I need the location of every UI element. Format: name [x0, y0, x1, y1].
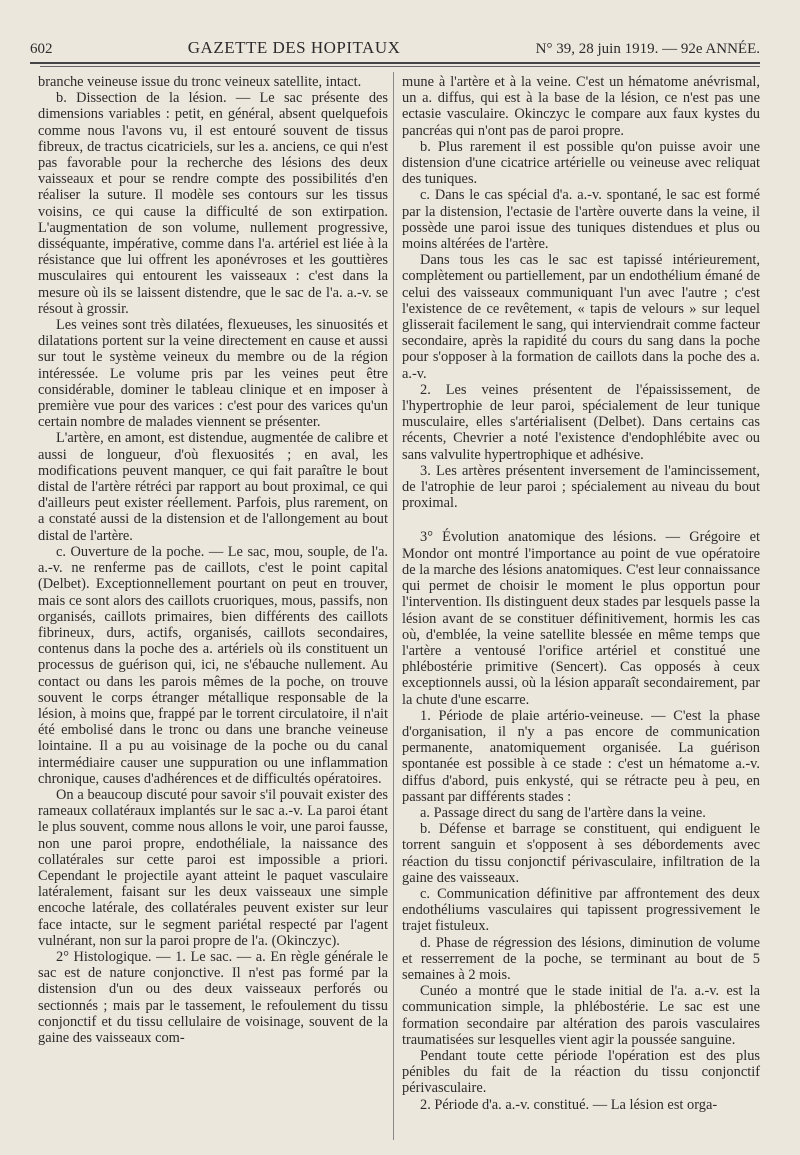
paragraph: b. Dissection de la lésion. — Le sac présente des dimensions variables : petit, en général, absent quelquefois comme nous l'avons vu, il est entouré souvent de tissus fibreux, de tractus cicatriciels, sur les a. anciens, ce qui n'est pas favorable pour la recherche des lésions des deux vaisseaux et pour se rendre compte des possibilités d'en réaliser la suture. Il modèle ses contours sur les tissus voisins, ce qui cause la difficulté de son extirpation. L'augmentation de son volume, nullement progressive, disséquante, impérative, comme dans l'a. artériel est liée à la résistance que lui offrent les aponévroses et les gouttières musculaires qui entourent les vaisseaux : c'est dans la mesure où ils se laissent distendre, que le sac de l'a. a.-v. se résout à grossir. — [38, 90, 388, 317]
paragraph: On a beaucoup discuté pour savoir s'il pouvait exister des rameaux collatéraux implantés sur le sac a.-v. La paroi étant le plus souvent, comme nous allons le voir, une paroi fausse, non une paroi propre, endothéliale, la naissance des collatérales sur cette paroi est impossible a priori. Cependant le projectile ayant atteint le paquet vasculaire latéralement, faisant sur les deux vaisseaux une simple encoche latérale, des collatérales peuvent exister sur leur face intacte, sur le segment pariétal respecté par l'agent vulnérant, non sur la paroi propre de l'a. (Okinczyc). — [38, 786, 388, 949]
right-column — [402, 74, 760, 1113]
paragraph: b. Plus rarement il est possible qu'on puisse avoir une distension d'une cicatrice artérielle ou veineuse avec reliquat des tuniques. — [402, 138, 760, 188]
section-spacer — [402, 511, 760, 529]
paragraph: b. Défense et barrage se constituent, qui endiguent le torrent sanguin et s'opposent à ses débordements avec réaction du tissu conjonctif périvasculaire, infiltration de la gaine des vaisseaux. — [402, 821, 760, 886]
paragraph: 1. Période de plaie artério-veineuse. — C'est la phase d'organisation, il n'y a pas encore de communication permanente, anatomiquement organisée. La guérison spontanée est possible à ce stade : c'est un hématome a.-v. diffus d'abord, puis enkysté, qui se rétracte peu à peu, en passant par différents stades : — [402, 707, 760, 805]
paragraph: 3. Les artères présentent inversement de l'amincissement, de l'atrophie de leur paroi ; spécialement au niveau du bout proximal. — [402, 462, 760, 512]
paragraph: Les veines sont très dilatées, flexueuses, les sinuosités et dilatations portent sur la veine directement en cause et aussi sur tout le système veineux du membre ou de la région intéressée. Le volume pris par les veines peut être considérable, dominer le tableau clinique et en imposer à première vue pour des varices : c'est pour des varices qu'un certain nombre de malades viennent se présenter. — [38, 317, 388, 431]
paragraph: 3° Évolution anatomique des lésions. — Grégoire et Mondor ont montré l'importance au point de vue opératoire de la marche des lésions anatomiques. C'est leur connaissance qui permet de choisir le moment le plus opportun pour l'intervention. Ils distinguent deux stades par lesquels passe la lésion avant de se constituer définitivement, hormis les cas où, d'emblée, la veine satellite blessée en même temps que l'artère a ventousé l'orifice artériel et constitué une phlébostérie primitive (Sencert). Cas opposés à ceux exceptionnels aussi, où la lésion apparaît secondairement, par la chute d'une escarre. — [402, 529, 760, 708]
column-divider — [393, 72, 394, 1140]
paragraph: Pendant toute cette période l'opération est des plus pénibles du fait de la réaction du tissu conjonctif périvasculaire. — [402, 1047, 760, 1097]
page-number: 602 — [30, 41, 53, 57]
issue-info: N° 39, 28 juin 1919. — 92e ANNÉE. — [535, 41, 760, 57]
left-column — [38, 74, 388, 1046]
paragraph: c. Ouverture de la poche. — Le sac, mou, souple, de l'a. a.-v. ne renferme pas de caillots, c'est le point capital (Delbet). Exceptionnellement pourtant on peut en trouver, mais ce sont alors des caillots cruoriques, mous, passifs, non organisés, caillots primaires, bien différents des caillots fibrineux, durs, actifs, organisés, caillots secondaires, contenus dans la poche des a. artériels où ils constituent un processus de guérison qui, ici, ne s'ébauche nullement. Au contact ou dans les parois mêmes de la poche, on trouve souvent le corps étranger métallique responsable de la lésion, à moins que, frappé par le torrent circulatoire, il n'ait été embolisé dans le tronc ou dans une branche veineuse lointaine. Il a pu au voisinage de la poche ou du canal intermédiaire causer une suppuration ou une inflammation chronique, causes d'adhérences et de difficultés opératoires. — [38, 543, 388, 787]
paragraph: L'artère, en amont, est distendue, augmentée de calibre et aussi de longueur, d'où flexuosités ; en aval, les modifications peuvent manquer, ce qui fait paraître le bout distal de l'artère rétréci par rapport au bout proximal, ce qui d'ailleurs peut exister réellement. Parfois, plus rarement, on a constaté aussi de la distension et de l'allongement au bout distal de l'artère. — [38, 430, 388, 544]
paragraph: branche veineuse issue du tronc veineux satellite, intact. — [38, 74, 362, 90]
paragraph: 2° Histologique. — 1. Le sac. — a. En règle générale le sac est de nature conjonctive. Il n'est pas formé par la distension d'un ou des deux vaisseaux perforés ou sectionnés ; mais par le tassement, le refoulement du tissu conjonctif et du tissu cellulaire de voisinage, souvent de la gaine des vaisseaux com- — [38, 948, 388, 1046]
journal-title: GAZETTE DES HOPITAUX — [187, 38, 401, 57]
page-header — [30, 26, 760, 64]
paragraph: c. Communication définitive par affrontement des deux endothéliums vasculaires qui tapissent progressivement le trajet fistuleux. — [402, 885, 760, 935]
paragraph: mune à l'artère et à la veine. C'est un hématome anévrismal, un a. diffus, qui est à la base de la lésion, ce n'est pas une ectasie vasculaire. Okinczyc le compare aux faux kystes du pancréas qui n'ont pas de paroi propre. — [402, 74, 760, 139]
paragraph: c. Dans le cas spécial d'a. a.-v. spontané, le sac est formé par la distension, l'ectasie de l'artère ouverte dans la veine, il possède une paroi issue des tuniques distendues et plus ou moins altérées de l'artère. — [402, 187, 760, 253]
paragraph: Dans tous les cas le sac est tapissé intérieurement, complètement ou partiellement, par un endothélium émané de celui des vaisseaux communiquant l'un avec l'autre ; c'est l'existence de ce revêtement, « tapis de velours » sur lequel glisserait facilement le sang, qui interviendrait comme facteur secondaire, après la rapidité du cours du sang dans la poche pour s'opposer à la formation de caillots dans la poche des a. a.-v. — [402, 252, 760, 382]
paragraph: 2. Période d'a. a.-v. constitué. — La lésion est orga- — [420, 1096, 718, 1113]
paragraph: d. Phase de régression des lésions, diminution de volume et resserrement de la poche, se terminant au bout de 5 semaines à 2 mois. — [402, 934, 760, 983]
paragraph: Cunéo a montré que le stade initial de l'a. a.-v. est la communication simple, la phlébostérie. Le sac est une formation secondaire par altération des parois vasculaires traumatisées sur lesquelles vient agir la poussée sanguine. — [402, 983, 760, 1048]
paragraph: 2. Les veines présentent de l'épaississement, de l'hypertrophie de leur paroi, spécialement de leur tunique musculaire, elles s'artérialisent (Delbet). Dans certains cas récents, Chevrier a noté l'existence d'endophlébite avec ou sans valvulite hypertrophique et adhésive. — [402, 381, 760, 463]
header-rule — [40, 66, 760, 67]
paragraph: a. Passage direct du sang de l'artère dans la veine. — [420, 804, 706, 821]
